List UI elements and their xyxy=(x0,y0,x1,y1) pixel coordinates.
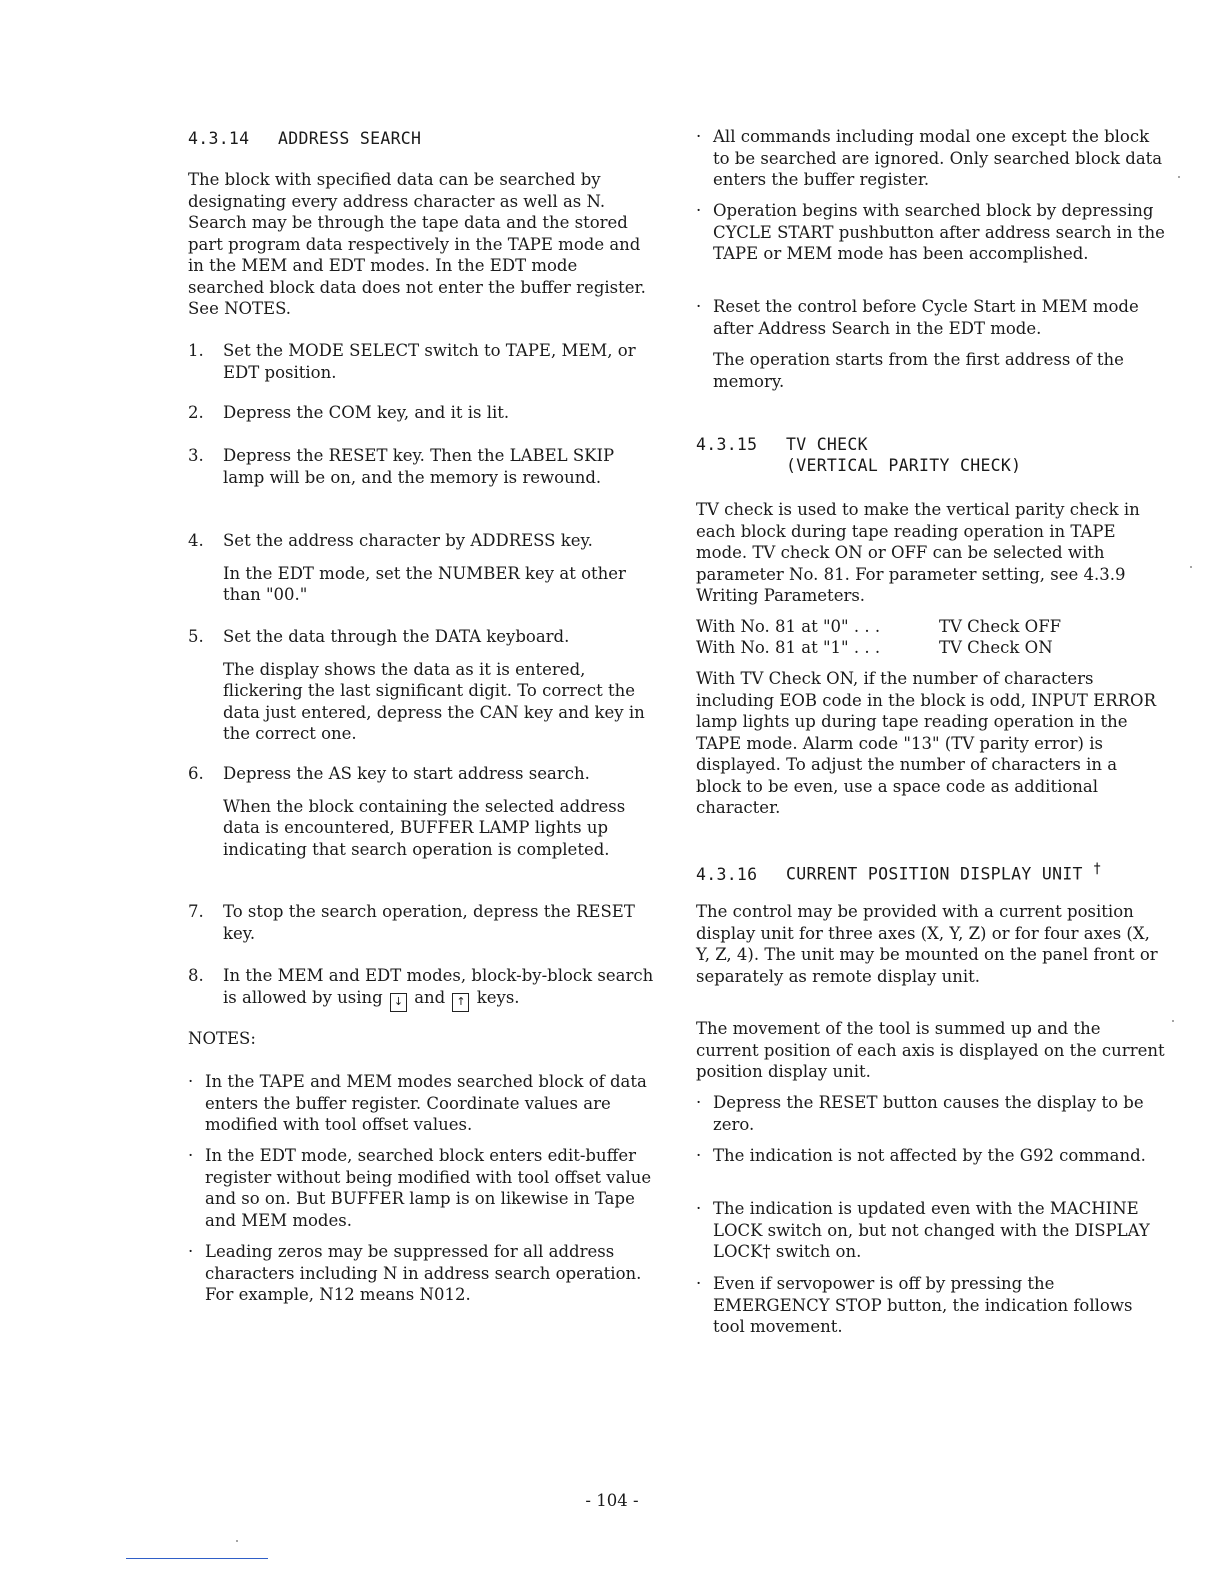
step-6 xyxy=(188,763,658,860)
tv-result: TV Check ON xyxy=(939,638,1053,657)
tv-setting-off xyxy=(696,616,1166,638)
search-bullet-followup xyxy=(696,349,1166,392)
tv-param: With No. 81 at "1" . . . xyxy=(696,638,881,657)
bullet-icon: · xyxy=(188,1072,194,1091)
section-number: 4.3.16 xyxy=(696,864,758,884)
step-text: Depress the AS key to start address search. xyxy=(223,764,590,783)
bullet-text: Operation begins with searched block by depressing CYCLE START pushbutton after address search in the TAPE or MEM mode has been accomplished. xyxy=(713,201,1165,263)
notes-label: NOTES: xyxy=(188,1029,256,1048)
bullet-text: All commands including modal one except the block to be searched are ignored. Only searched block data enters the buffer register. xyxy=(713,127,1163,189)
step-number: 1. xyxy=(188,341,204,360)
note-text: In the TAPE and MEM modes searched block of data enters the buffer register. Coordinate values are modified with tool offset values. xyxy=(205,1072,647,1134)
section-title: TV CHECK xyxy=(786,435,868,454)
section-heading-4-3-16 xyxy=(696,859,1102,885)
bullet-icon: · xyxy=(696,1274,702,1293)
step-text: Set the data through the DATA keyboard. xyxy=(223,627,570,646)
up-arrow-key-icon: ↑ xyxy=(452,993,469,1012)
cpd-bullet-4 xyxy=(696,1273,1166,1338)
step-text: In the MEM and EDT modes, block-by-block search is allowed by using ↓ and ↑ keys. xyxy=(223,965,658,1012)
search-bullet-3 xyxy=(696,296,1166,339)
scan-underline-mark xyxy=(126,1558,268,1559)
page-number: - 104 - xyxy=(585,1491,639,1510)
step-number: 2. xyxy=(188,403,204,422)
step-4 xyxy=(188,530,658,606)
section-number: 4.3.15 xyxy=(696,435,758,454)
section-heading-4-3-14 xyxy=(188,128,421,149)
bullet-text: Depress the RESET button causes the display to be zero. xyxy=(713,1093,1144,1134)
step-number: 5. xyxy=(188,627,204,646)
scan-speck xyxy=(236,1540,238,1542)
section-heading-4-3-15 xyxy=(696,434,1021,476)
step-2 xyxy=(188,402,658,424)
note-1 xyxy=(188,1071,658,1136)
note-3 xyxy=(188,1241,658,1306)
tv-check-intro: TV check is used to make the vertical parity check in each block during tape reading operation in TAPE mode. TV check ON or OFF can be selected with parameter No. 81. For parameter setting, see 4.3.9 Writing Parameters. xyxy=(696,500,1140,605)
step-text: Set the address character by ADDRESS key. xyxy=(223,531,593,550)
bullet-icon: · xyxy=(696,1199,702,1218)
bullet-icon: · xyxy=(696,297,702,316)
step-note: The display shows the data as it is entered, flickering the last significant digit. To correct the data just entered, depress the CAN key and key in the correct one. xyxy=(223,659,645,743)
tv-check-detail: With TV Check ON, if the number of characters including EOB code in the block is odd, INPUT ERROR lamp lights up during tape reading operation in the TAPE mode. Alarm code "13" (TV parity error) is displayed. To adjust the number of characters in a block to be even, use a space code as additional character. xyxy=(696,669,1156,817)
section-number: 4.3.14 xyxy=(188,129,250,148)
bullet-text: The indication is not affected by the G92 command. xyxy=(713,1146,1146,1165)
search-bullet-1 xyxy=(696,126,1166,191)
note-text: Leading zeros may be suppressed for all address characters including N in address search operation. For example, N12 means N012. xyxy=(205,1242,642,1304)
search-bullet-2 xyxy=(696,200,1166,265)
bullet-icon: · xyxy=(696,1093,702,1112)
tv-result: TV Check OFF xyxy=(939,617,1062,636)
step-5 xyxy=(188,626,658,745)
section-title: ADDRESS SEARCH xyxy=(278,129,422,148)
step-note: In the EDT mode, set the NUMBER key at other than "00." xyxy=(223,563,626,604)
address-search-intro: The block with specified data can be searched by designating every address character as well as N. Search may be through the tape data and the stored part program data respectively in the TAPE mode and in the MEM and EDT modes. In the EDT mode searched block data does not enter the buffer register. See NOTES. xyxy=(188,170,646,318)
step-number: 3. xyxy=(188,446,204,465)
cpd-bullet-2 xyxy=(696,1145,1166,1167)
cpd-intro: The control may be provided with a current position display unit for three axes (X, Y, Z) or for four axes (X, Y, Z, 4). The unit may be mounted on the panel front or separately as remote display unit. xyxy=(696,902,1158,986)
scan-speck xyxy=(1172,1020,1174,1022)
bullet-text: The indication is updated even with the MACHINE LOCK switch on, but not changed with the DISPLAY LOCK† switch on. xyxy=(713,1199,1150,1261)
bullet-text: Even if servopower is off by pressing the EMERGENCY STOP button, the indication follows tool movement. xyxy=(713,1274,1133,1336)
bullet-icon: · xyxy=(696,201,702,220)
bullet-icon: · xyxy=(188,1146,194,1165)
step-7 xyxy=(188,901,658,944)
bullet-text: Reset the control before Cycle Start in MEM mode after Address Search in the EDT mode. xyxy=(713,297,1139,338)
step-text: Depress the COM key, and it is lit. xyxy=(223,403,510,422)
scan-speck xyxy=(1178,176,1180,178)
cpd-detail: The movement of the tool is summed up and the current position of each axis is displayed on the current position display unit. xyxy=(696,1019,1165,1081)
bullet-icon: · xyxy=(696,127,702,146)
step-number: 8. xyxy=(188,966,204,985)
step-number: 4. xyxy=(188,531,204,550)
note-text: In the EDT mode, searched block enters edit-buffer register without being modified with tool offset value and so on. But BUFFER lamp is on likewise in Tape and MEM modes. xyxy=(205,1146,652,1230)
step-number: 7. xyxy=(188,902,204,921)
section-subtitle: (VERTICAL PARITY CHECK) xyxy=(786,456,1022,475)
step-number: 6. xyxy=(188,764,204,783)
step-note: When the block containing the selected address data is encountered, BUFFER LAMP lights up indicating that search operation is completed. xyxy=(223,796,626,859)
step-text: To stop the search operation, depress the RESET key. xyxy=(223,902,635,943)
bullet-text: The operation starts from the first address of the memory. xyxy=(713,350,1124,391)
step-3 xyxy=(188,445,658,488)
step-text: Set the MODE SELECT switch to TAPE, MEM, or EDT position. xyxy=(223,341,636,382)
cpd-bullet-1 xyxy=(696,1092,1166,1135)
bullet-icon: · xyxy=(188,1242,194,1261)
section-title: CURRENT POSITION DISPLAY UNIT xyxy=(786,864,1083,884)
bullet-icon: · xyxy=(696,1146,702,1165)
dagger-mark: † xyxy=(1093,861,1102,877)
cpd-bullet-3 xyxy=(696,1198,1166,1263)
note-2 xyxy=(188,1145,658,1231)
tv-setting-on xyxy=(696,637,1166,659)
tv-param: With No. 81 at "0" . . . xyxy=(696,617,881,636)
step-1 xyxy=(188,340,658,383)
step-text: Depress the RESET key. Then the LABEL SKIP lamp will be on, and the memory is rewound. xyxy=(223,446,615,487)
scan-speck xyxy=(1190,566,1192,568)
down-arrow-key-icon: ↓ xyxy=(390,993,407,1012)
step-8 xyxy=(188,965,658,1012)
